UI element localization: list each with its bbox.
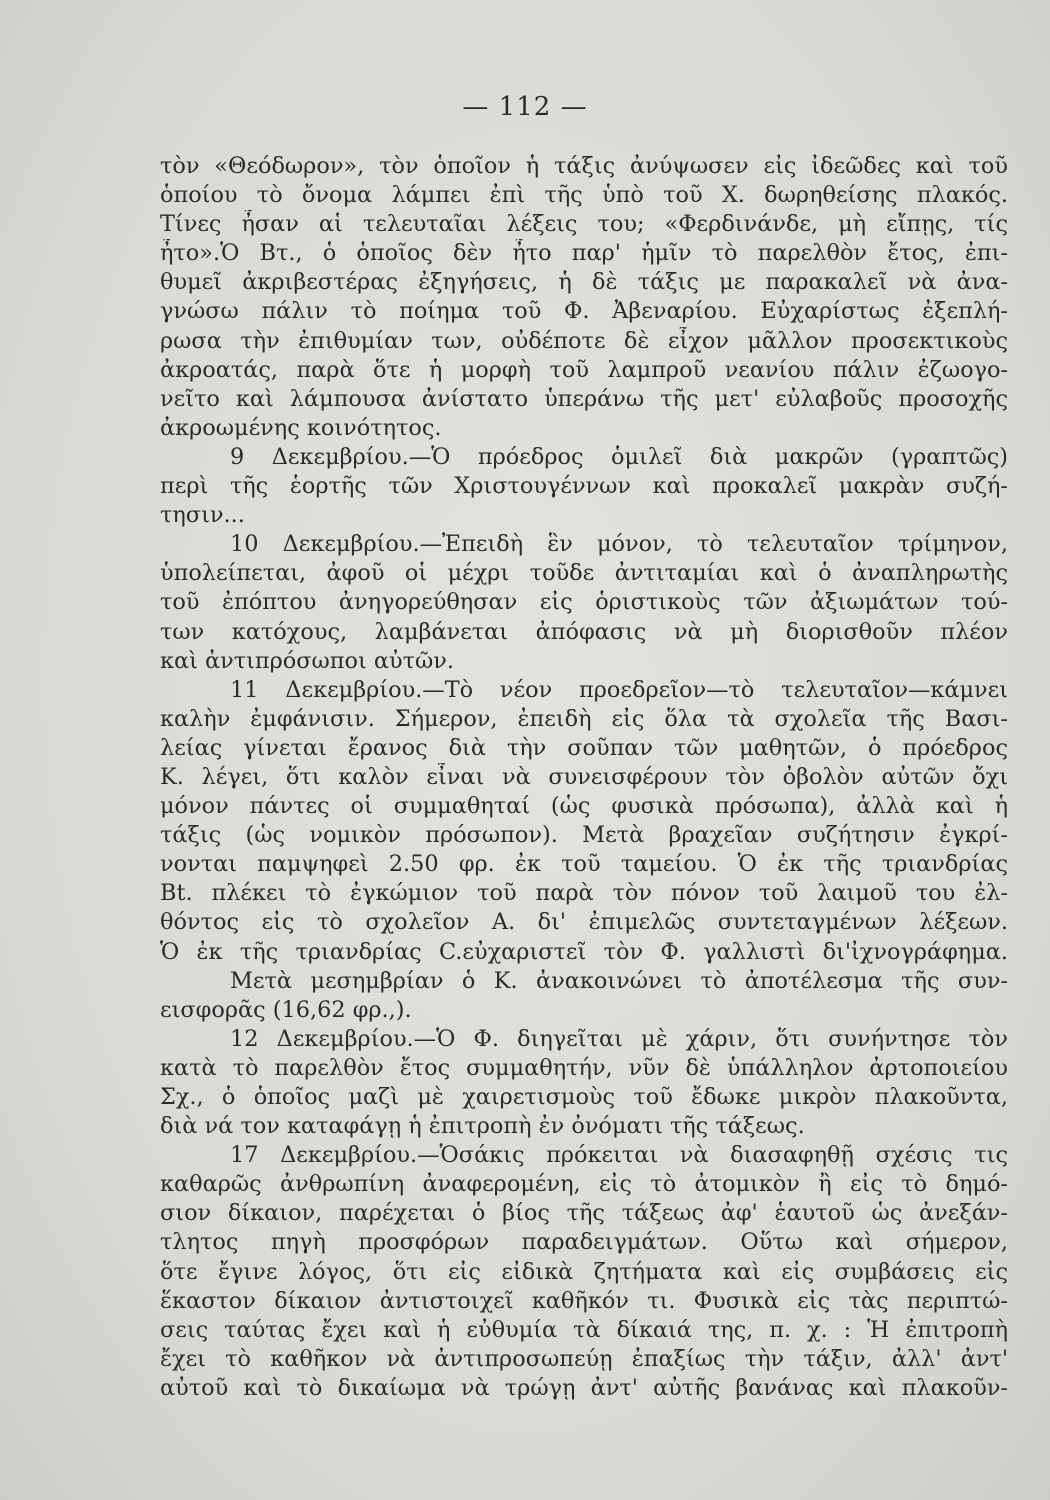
text-line: ἀκροατάς, παρὰ ὅτε ἡ μορφὴ τοῦ λαμπροῦ νεανίου πάλιν ἐζωογο- bbox=[160, 356, 1008, 383]
text-line: μόνον πάντες οἱ συμμαθηταί (ὡς φυσικὰ πρόσωπα), ἀλλὰ καὶ ἡ bbox=[160, 793, 1008, 820]
text-line: γνώσω πάλιν τὸ ποίημα τοῦ Φ. Ἀβεναρίου. Εὐχαρίστως ἐξεπλή- bbox=[160, 298, 1008, 325]
text-line: 12 Δεκεμβρίου.—Ὁ Φ. διηγεῖται μὲ χάριν, ὅτι συνήντησε τὸν bbox=[230, 1025, 1008, 1052]
text-line: κατὰ τὸ παρελθὸν ἔτος συμμαθητήν, νῦν δὲ ὑπάλληλον ἀρτοποιείου bbox=[160, 1054, 1008, 1081]
text-line: νεῖτο καὶ λάμπουσα ἀνίστατο ὑπεράνω τῆς μετ' εὐλαβοῦς προσοχῆς bbox=[160, 385, 1008, 412]
text-line: ὅτε ἔγινε λόγος, ὅτι εἰς εἰδικὰ ζητήματα καὶ εἰς συμβάσεις εἰς bbox=[160, 1258, 1008, 1285]
text-line: ὁποίου τὸ ὄνομα λάμπει ἐπὶ τῆς ὑπὸ τοῦ Χ. δωρηθείσης πλακός. bbox=[160, 182, 1008, 209]
text-line: ρωσα τὴν ἐπιθυμίαν των, οὐδέποτε δὲ εἶχον μᾶλλον προσεκτικοὺς bbox=[160, 327, 1008, 354]
text-line: διὰ νά τον καταφάγῃ ἡ ἐπιτροπὴ ἐν ὀνόματι τῆς τάξεως. bbox=[160, 1113, 805, 1140]
text-line: καθαρῶς ἀνθρωπίνη ἀναφερομένη, εἰς τὸ ἀτομικὸν ἢ εἰς τὸ δημό- bbox=[160, 1171, 1008, 1198]
text-line: τησιν... bbox=[160, 502, 245, 529]
text-line: τοῦ ἐπόπτου ἀνηγορεύθησαν εἰς ὁριστικοὺς τῶν ἀξιωμάτων τού- bbox=[160, 589, 1008, 616]
text-line: Κ. λέγει, ὅτι καλὸν εἶναι νὰ συνεισφέρουν τὸν ὀβολὸν αὐτῶν ὄχι bbox=[160, 763, 1008, 790]
text-line: ἔχει τὸ καθῆκον νὰ ἀντιπροσωπεύῃ ἐπαξίως τὴν τάξιν, ἀλλ' ἀντ' bbox=[160, 1345, 1008, 1372]
text-line: Ὁ ἐκ τῆς τριανδρίας C.εὐχαριστεῖ τὸν Φ. γαλλιστὶ δι'ἰχνογράφημα. bbox=[160, 938, 1008, 965]
text-line: νονται παμψηφεὶ 2.50 φρ. ἐκ τοῦ ταμείου. Ὁ ἐκ τῆς τριανδρίας bbox=[160, 851, 1008, 878]
text-line: ὑπολείπεται, ἀφοῦ οἱ μέχρι τοῦδε ἀντιταμίαι καὶ ὁ ἀναπληρωτὴς bbox=[160, 560, 1008, 587]
text-line: τάξις (ὡς νομικὸν πρόσωπον). Μετὰ βραχεῖαν συζήτησιν ἐγκρί- bbox=[160, 822, 1008, 849]
text-line: 11 Δεκεμβρίου.—Τὸ νέον προεδρεῖον—τὸ τελευταῖον—κάμνει bbox=[230, 676, 1008, 703]
text-line: 10 Δεκεμβρίου.—Ἐπειδὴ ἓν μόνον, τὸ τελευταῖον τρίμηνον, bbox=[230, 531, 1008, 558]
text-line: λείας γίνεται ἔρανος διὰ τὴν σοῦπαν τῶν μαθητῶν, ὁ πρόεδρος bbox=[160, 734, 1008, 761]
text-line: σιον δίκαιον, παρέχεται ὁ βίος τῆς τάξεως ἀφ' ἑαυτοῦ ὡς ἀνεξάν- bbox=[160, 1200, 1008, 1227]
text-line: τὸν «Θεόδωρον», τὸν ὁποῖον ἡ τάξις ἀνύψωσεν εἰς ἰδεῶδες καὶ τοῦ bbox=[160, 153, 1008, 179]
text-line: καλὴν ἐμφάνισιν. Σήμερον, ἐπειδὴ εἰς ὅλα τὰ σχολεῖα τῆς Βασι- bbox=[160, 705, 1008, 732]
text-line: 9 Δεκεμβρίου.—Ὁ πρόεδρος ὁμιλεῖ διὰ μακρῶν (γραπτῶς) bbox=[230, 443, 1008, 470]
text-line: Σχ., ὁ ὁποῖος μαζὶ μὲ χαιρετισμοὺς τοῦ ἔδωκε μικρὸν πλακοῦντα, bbox=[160, 1084, 1008, 1110]
text-line: αὐτοῦ καὶ τὸ δικαίωμα νὰ τρώγῃ ἀντ' αὐτῆς βανάνας καὶ πλακοῦν- bbox=[160, 1374, 1008, 1401]
text-line: Τίνες ἦσαν αἱ τελευταῖαι λέξεις του; «Φερδινάνδε, μὴ εἴπῃς, τίς bbox=[160, 211, 1008, 238]
text-line: τλητος πηγὴ προσφόρων παραδειγμάτων. Οὕτω καὶ σήμερον, bbox=[160, 1229, 1008, 1256]
text-line: ἦτο».Ὁ Βτ., ὁ ὁποῖος δὲν ἦτο παρ' ἡμῖν τὸ παρελθὸν ἔτος, ἐπι- bbox=[160, 240, 1008, 267]
text-line: ἀκροωμένης κοινότητος. bbox=[160, 414, 442, 441]
text-line: των κατόχους, λαμβάνεται ἀπόφασις νὰ μὴ διορισθοῦν πλέον bbox=[160, 618, 1008, 645]
page-number: — 112 — bbox=[462, 92, 588, 122]
text-line: σεις ταύτας ἔχει καὶ ἡ εὐθυμία τὰ δίκαιά της, π. χ. : Ἡ ἐπιτροπὴ bbox=[160, 1316, 1008, 1343]
text-line: θόντος εἰς τὸ σχολεῖον Α. δι' ἐπιμελῶς συντεταγμένων λέξεων. bbox=[160, 909, 1008, 936]
text-line: Μετὰ μεσημβρίαν ὁ Κ. ἀνακοινώνει τὸ ἀποτέλεσμα τῆς συν- bbox=[230, 967, 1008, 994]
text-line: εισφορᾶς (16,62 φρ.,). bbox=[160, 996, 412, 1023]
text-line: Βt. πλέκει τὸ ἐγκώμιον τοῦ παρὰ τὸν πόνον τοῦ λαιμοῦ του ἐλ- bbox=[160, 880, 1008, 907]
text-line: 17 Δεκεμβρίου.—Ὁσάκις πρόκειται νὰ διασαφηθῇ σχέσις τις bbox=[230, 1142, 1008, 1169]
body-text bbox=[160, 152, 1008, 1403]
text-line: περὶ τῆς ἑορτῆς τῶν Χριστουγέννων καὶ προκαλεῖ μακρὰν συζή- bbox=[160, 473, 1008, 500]
text-line: θυμεῖ ἀκριβεστέρας ἐξηγήσεις, ἡ δὲ τάξις με παρακαλεῖ νὰ ἀνα- bbox=[160, 269, 1008, 296]
text-line: ἕκαστον δίκαιον ἀντιστοιχεῖ καθῆκόν τι. Φυσικὰ εἰς τὰς περιπτώ- bbox=[160, 1287, 1008, 1314]
text-line: καὶ ἀντιπρόσωποι αὐτῶν. bbox=[160, 647, 455, 674]
